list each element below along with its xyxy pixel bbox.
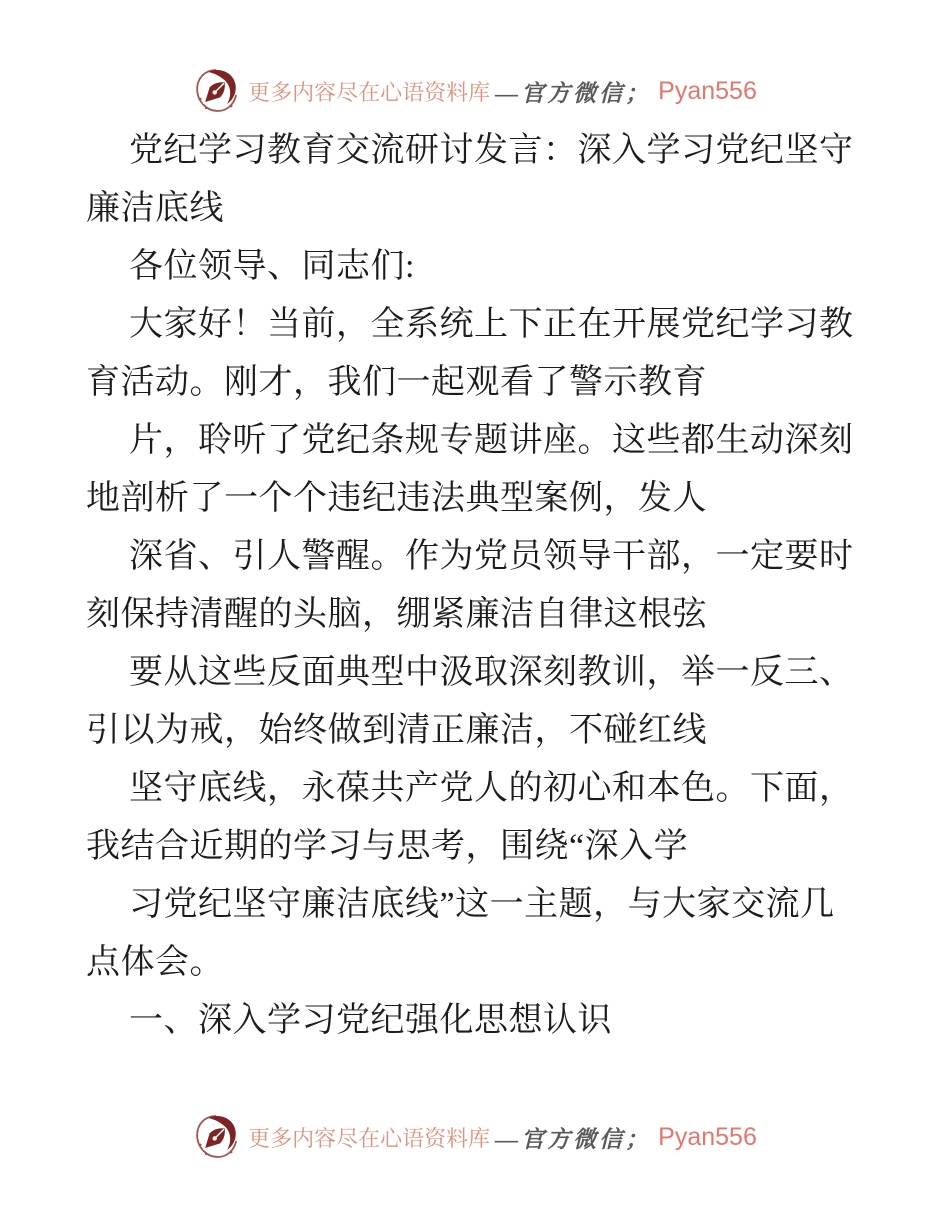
text-line: 刻保持清醒的头脑，绷紧廉洁自律这根弦 (86, 596, 707, 633)
official-wechat-label: —官方微信； (495, 80, 652, 106)
text-line: 我结合近期的学习与思考，围绕“深入学 (86, 828, 689, 865)
text-line: 各位领导、同志们: (129, 248, 415, 285)
text-line: 一、深入学习党纪强化思想认识 (129, 1002, 612, 1039)
footer-branding (193, 1112, 757, 1162)
wechat-id-text: Pyan556 (658, 76, 757, 105)
pen-nib-logo-icon (193, 1112, 240, 1162)
text-line: 点体会。 (86, 944, 224, 981)
wechat-id-text: Pyan556 (658, 1122, 757, 1151)
text-line: 育活动。刚才，我们一起观看了警示教育 (86, 364, 707, 401)
text-line: 习党纪坚守廉洁底线”这一主题，与大家交流几 (129, 886, 835, 923)
brand-slogan-text: 更多内容尽在心语资料库 (248, 79, 491, 105)
brand-slogan-text: 更多内容尽在心语资料库 (248, 1125, 491, 1151)
text-line: 坚守底线，永葆共产党人的初心和本色。下面， (129, 770, 854, 807)
text-line: 地剖析了一个个违纪违法典型案例，发人 (86, 480, 707, 517)
text-line: 党纪学习教育交流研讨发言：深入学习党纪坚守 (129, 132, 854, 169)
text-line: 片，聆听了党纪条规专题讲座。这些都生动深刻 (129, 422, 854, 459)
text-line: 深省、引人警醒。作为党员领导干部，一定要时 (129, 538, 854, 575)
header-branding (193, 66, 757, 116)
text-line: 引以为戒，始终做到清正廉洁，不碰红线 (86, 712, 707, 749)
document-body (86, 122, 886, 1050)
official-wechat-label: —官方微信； (495, 1126, 652, 1152)
pen-nib-logo-icon (193, 66, 240, 116)
text-line: 廉洁底线 (86, 190, 224, 227)
text-line: 大家好！当前，全系统上下正在开展党纪学习教 (129, 306, 854, 343)
text-line: 要从这些反面典型中汲取深刻教训，举一反三、 (129, 654, 854, 691)
